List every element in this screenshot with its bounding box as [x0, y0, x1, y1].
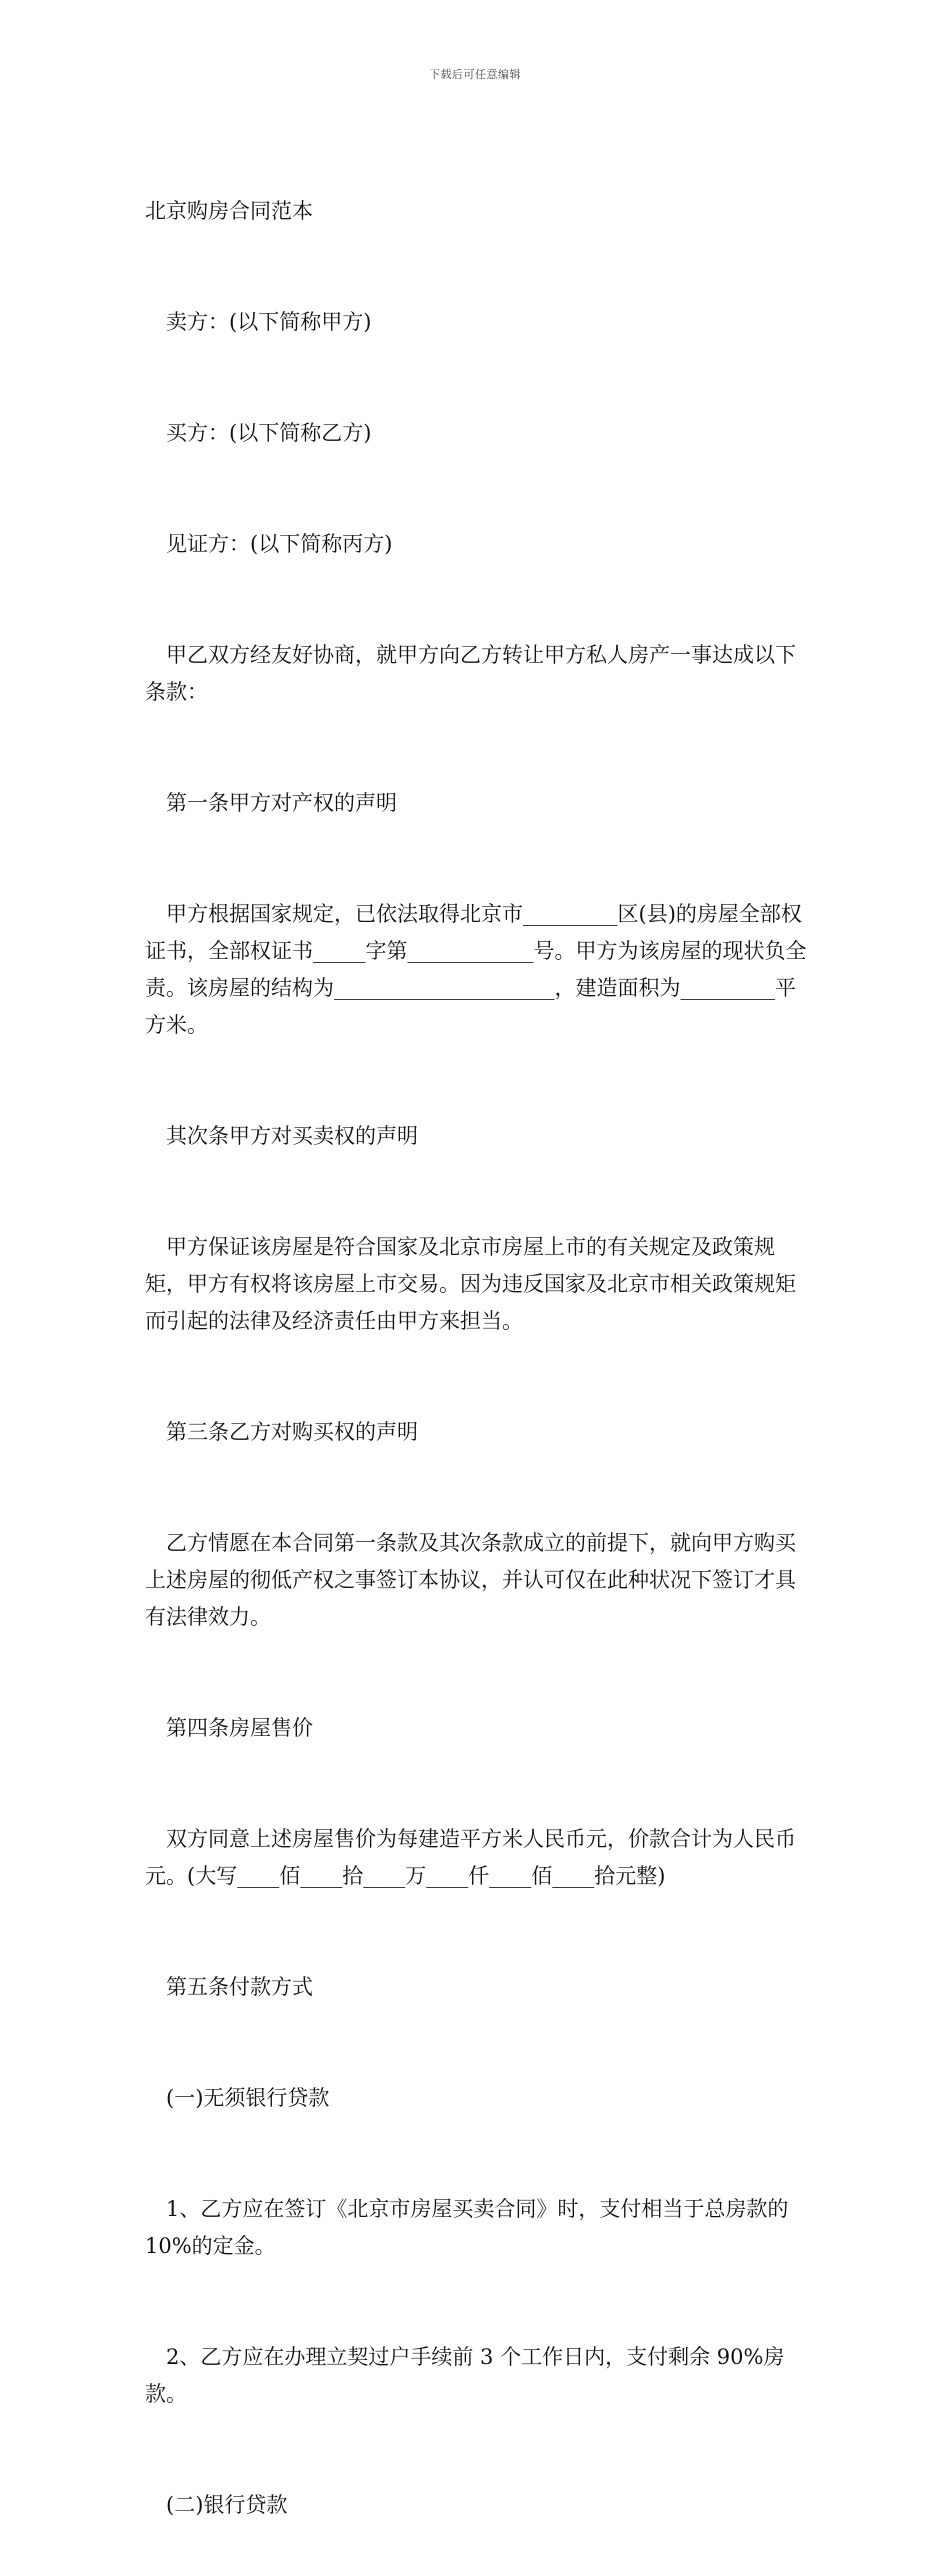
payment-option-2: (二)银行贷款 [166, 2493, 288, 2517]
contract-title: 北京购房合同范本 [145, 199, 313, 223]
witness-line: 见证方：(以下简称丙方) [166, 532, 393, 556]
article-5-heading: 第五条付款方式 [166, 1975, 313, 1999]
article-1-body: 甲方根据国家规定，已依法取得北京市_________区(县)的房屋全部权证书，全部权证书_____字第____________号。甲方为该房屋的现状负全责。该房屋的结构为_____________________，建造面积为_________平方米。 [145, 902, 807, 1037]
payment-option-1: (一)无须银行贷款 [166, 2086, 330, 2110]
article-1-heading: 第一条甲方对产权的声明 [166, 791, 397, 815]
buyer-line: 买方：(以下简称乙方) [166, 421, 372, 445]
article-4-body: 双方同意上述房屋售价为每建造平方米人民币元，价款合计为人民币元。(大写____佰____拾____万____仟____佰____拾元整) [145, 1827, 796, 1888]
intro-paragraph: 甲乙双方经友好协商，就甲方向乙方转让甲方私人房产一事达成以下条款： [145, 643, 796, 704]
page-header: 下载后可任意编辑 [429, 68, 521, 81]
payment-item-2: 2、乙方应在办理立契过户手续前 3 个工作日内，支付剩余 90%房款。 [145, 2345, 785, 2406]
payment-item-1: 1、乙方应在签订《北京市房屋买卖合同》时，支付相当于总房款的 10%的定金。 [145, 2197, 796, 2258]
article-2-heading: 其次条甲方对买卖权的声明 [166, 1124, 418, 1148]
article-4-heading: 第四条房屋售价 [166, 1716, 313, 1740]
contract-body [145, 119, 808, 2561]
article-3-body: 乙方情愿在本合同第一条款及其次条款成立的前提下，就向甲方购买上述房屋的彻低产权之事签订本协议，并认可仅在此种状况下签订才具有法律效力。 [145, 1531, 796, 1629]
article-3-heading: 第三条乙方对购买权的声明 [166, 1420, 418, 1444]
seller-line: 卖方：(以下简称甲方) [166, 310, 372, 334]
article-2-body: 甲方保证该房屋是符合国家及北京市房屋上市的有关规定及政策规矩，甲方有权将该房屋上市交易。因为违反国家及北京市相关政策规矩而引起的法律及经济责任由甲方来担当。 [145, 1235, 796, 1333]
